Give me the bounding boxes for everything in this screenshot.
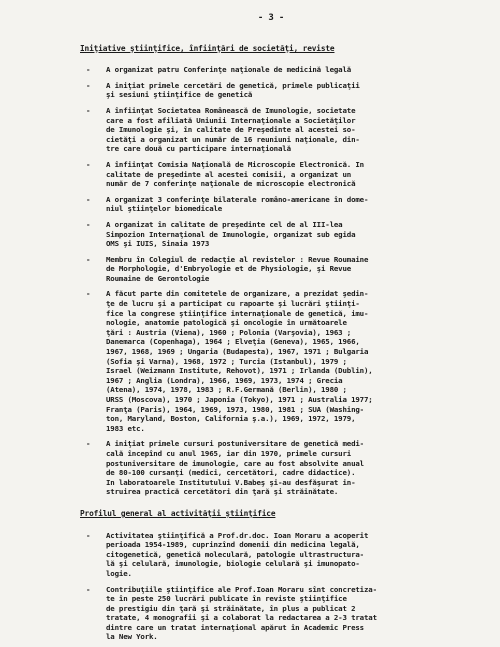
list-item (86, 159, 486, 189)
list-item (86, 584, 486, 643)
list-item (86, 439, 486, 497)
item-text: Activitatea ştiinţifică a Prof.dr.doc. Ioan Moraru a acoperit perioada 1954-1989, cuprinzînd domenii din medicina legală, citogenetică, genetică moleculară, patologie ultrastructura- lă şi celulară, imunologie, biologie celulară şi imunopato- logie. (106, 530, 369, 578)
item-text: Membru în Colegiul de redacţie al revistelor : Revue Roumaine de Morphologie, d'Embryologie et de Physiologie, şi Revue Roumaine de Gerontologie (106, 254, 369, 283)
bullet-dash: - (86, 105, 91, 115)
bullet-dash: - (86, 584, 91, 594)
item-text: A organizat în calitate de preşedinte cel de al III-lea Simpozion Internaţional de Imunologie, organizat sub egida OMS şi IUIS, Sinaia 1973 (106, 219, 356, 249)
list-item (86, 65, 486, 75)
list-item (86, 289, 486, 433)
item-text: A iniţiat primele cursuri postuniversitare de genetică medi- cală începînd cu anul 1965, iar din 1970, primele cursuri postuniversitare de imunologie, care au fost absolvite anual de 80-100 cursanţi (medici, cercetători, cadre didactice). In laboratoarele Institutului V.Babeş şi-au desfăşurat in- struirea practică cercetători din ţară şi străinătate. (106, 439, 364, 497)
item-text: Contribuţiile ştiinţifice ale Prof.Ioan Moraru sînt concretiza- te în peste 250 lucrări publicate în reviste ştiinţifice de prestigiu din ţară şi străinătate, în plus a publicat 2 tratate, 4 monografii şi a colaborat la redactarea a 2-3 tratat dintre care un tratat internaţional apărut în Academic Press la New York. (106, 584, 377, 642)
list-item (86, 194, 486, 214)
item-text: A înfiinţat Societatea Românească de Imunologie, societate care a fost afiliată Uniunii Internaţionale a Societăţilor de Imunologie şi, în calitate de Preşedinte al acestei so- cietăţi a organizat un număr de 16 reuniuni naţionale, din- tre care două cu participare internaţională (106, 105, 360, 154)
bullet-dash: - (86, 289, 91, 299)
page-number: - 3 - (257, 13, 285, 23)
bullet-dash: - (86, 254, 91, 264)
section-initiatives (80, 43, 486, 497)
bullet-dash: - (86, 80, 91, 90)
list-item (86, 105, 486, 154)
item-text: A înfiinţat Comisia Naţională de Microscopie Electronică. In calitate de preşedinte al acestei comisii, a organizat un număr de 7 conferinţe naţionale de microscopie electronică (106, 159, 364, 189)
list-item (86, 219, 486, 249)
list-item (86, 530, 486, 579)
bullet-dash: - (86, 159, 91, 169)
bullet-dash: - (86, 439, 91, 449)
bullet-dash: - (86, 194, 91, 204)
item-text: A organizat patru Conferinţe naţionale de medicină legală (106, 65, 352, 75)
section-scientific-profile (80, 508, 486, 642)
list-item (86, 254, 486, 284)
bullet-dash: - (86, 219, 91, 229)
bullet-dash: - (86, 65, 91, 75)
list-item (86, 80, 486, 100)
bullet-dash: - (86, 530, 91, 540)
item-text: A iniţiat primele cercetări de genetică, primele publicaţii şi sesiuni ştiinţifice de genetică (106, 80, 360, 100)
section-heading: Iniţiative ştiinţifice, înfiinţări de societăţi, reviste (80, 43, 335, 53)
item-text: A făcut parte din comitetele de organizare, a prezidat şedin- ţe de lucru şi a participat cu rapoarte şi lucrări ştiinţi- fice la congrese ştiinţifice internaţionale de genetică, imu- nologie, anatomie patologică şi oncologie în următoarele ţări : Austria (Viena), 1960 ; Polonia (Varşovia), 1963 ; Danemarca (Copenhaga), 1964 ; Elveţia (Geneva), 1965, 1966, 1967, 1968, 1969 ; Ungaria (Budapesta), 1967, 1971 ; Bulgaria (Sofia şi Varna), 1968, 1972 ; Turcia (Istanbul), 1979 ; Israel (Weizmann Institute, Rehovot), 1971 ; Irlanda (Dublin), 1967 ; Anglia (Londra), 1966, 1969, 1973, 1974 ; Grecia (Atena), 1974, 1978, 1983 ; R.F.Germană (Berlin), 1980 ; URSS (Moscova), 1970 ; Japonia (Tokyo), 1971 ; Australia 1977; Franţa (Paris), 1964, 1969, 1973, 1980, 1981 ; SUA (Washing- ton, Maryland, Boston, California ş.a.), 1969, 1972, 1979, 1983 etc. (106, 289, 373, 433)
item-text: A organizat 3 conferinţe bilaterale româno-americane în dome- niul ştiinţelor biomedicale (106, 194, 369, 214)
section-heading: Profilul general al activităţii ştiinţifice (80, 508, 276, 518)
